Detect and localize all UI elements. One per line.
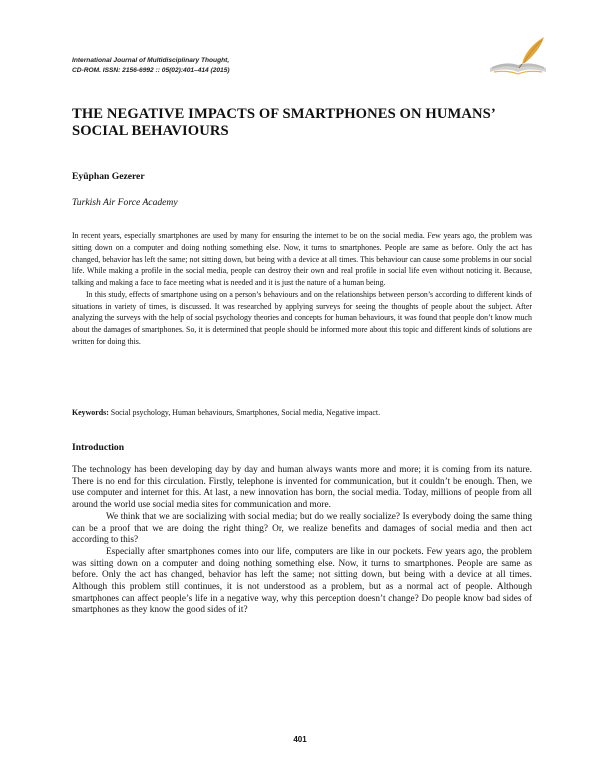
abstract-paragraph-1: In recent years, especially smartphones are used by many for ensuring the internet to be on the social media. Few years ago, the problem was sitting down on a computer and doing nothing something else. Now, it turns to smartphones. People are same as before. Only the act has changed, behavior has left the same; not sitting down, but being with a device at all times. This behaviour can cause some problems in our social life. While making a profile in the social media, people can destroy their own and real profile in social life even without noticing it. Because, talking and making a face to face meeting what is needed and it is just the nature of a human being. — [72, 231, 532, 287]
journal-issn: CD-ROM. ISSN: 2156-6992 :: 05(02):401–414 (2015) — [72, 67, 230, 74]
title-line-2: SOCIAL BEHAVIOURS — [72, 123, 229, 139]
author-affiliation: Turkish Air Force Academy — [72, 197, 178, 208]
author-name: Eyüphan Gezerer — [72, 171, 145, 182]
journal-citation — [72, 56, 432, 76]
abstract-paragraph-2: In this study, effects of smartphone using on a person’s behaviours and on the relationships between person’s according to different kinds of situations in variety of times, is discussed. It was researched by applying surveys for seeing the thoughts of people about the subject. After analyzing the surveys with the help of social psychology theories and concepts for human behaviours, it was found that people don’t know much about the damages of smartphones. So, it is determined that people should be informed more about this topic and different kinds of solutions are written for doing this. — [72, 289, 532, 346]
journal-name: International Journal of Multidisciplinary Thought, — [72, 57, 230, 64]
keywords-label: Keywords: — [72, 408, 109, 417]
section-heading-introduction: Introduction — [72, 442, 125, 453]
intro-paragraph-2: We think that we are socializing with social media; but do we really socialize? Is everybody doing the same thing can be a proof that we are doing the right thing? Or, we realize benefits and damages of social media and then act according to this? — [72, 511, 532, 546]
keywords-text: Social psychology, Human behaviours, Smartphones, Social media, Negative impact. — [108, 408, 381, 417]
introduction-body — [72, 465, 532, 617]
abstract — [72, 230, 532, 348]
title-line-1: THE NEGATIVE IMPACTS OF SMARTPHONES ON HUMANS’ — [72, 106, 496, 122]
page-number: 401 — [293, 735, 307, 744]
quill-and-book-icon — [486, 34, 550, 78]
intro-paragraph-1: The technology has been developing day by day and human always wants more and more; it is coming from its nature. There is no end for this circulation. Firstly, telephone is invented for communication, but it couldn’t be enough. Then, we use computer and internet for this. At last, a new innovation has born, the social media. Today, millions of people from all around the world use social media sites for communication and more. — [72, 465, 532, 511]
article-title — [72, 106, 532, 140]
intro-paragraph-3: Especially after smartphones comes into our life, computers are like in our pockets. Few years ago, the problem was sitting down on a computer and doing nothing something else. Now, it turns to smartphones. People are same as before. Only the act has changed, behavior has left the same; not sitting down, but being with a device at all times. Although this problem still continues, it is not understood as a problem, but as a normal act of people. Although smartphones can affect people’s life in a negative way, why this perception doesn’t change? Do people know bad sides of smartphones as they know the good sides of it? — [72, 546, 532, 616]
keywords — [72, 407, 532, 418]
